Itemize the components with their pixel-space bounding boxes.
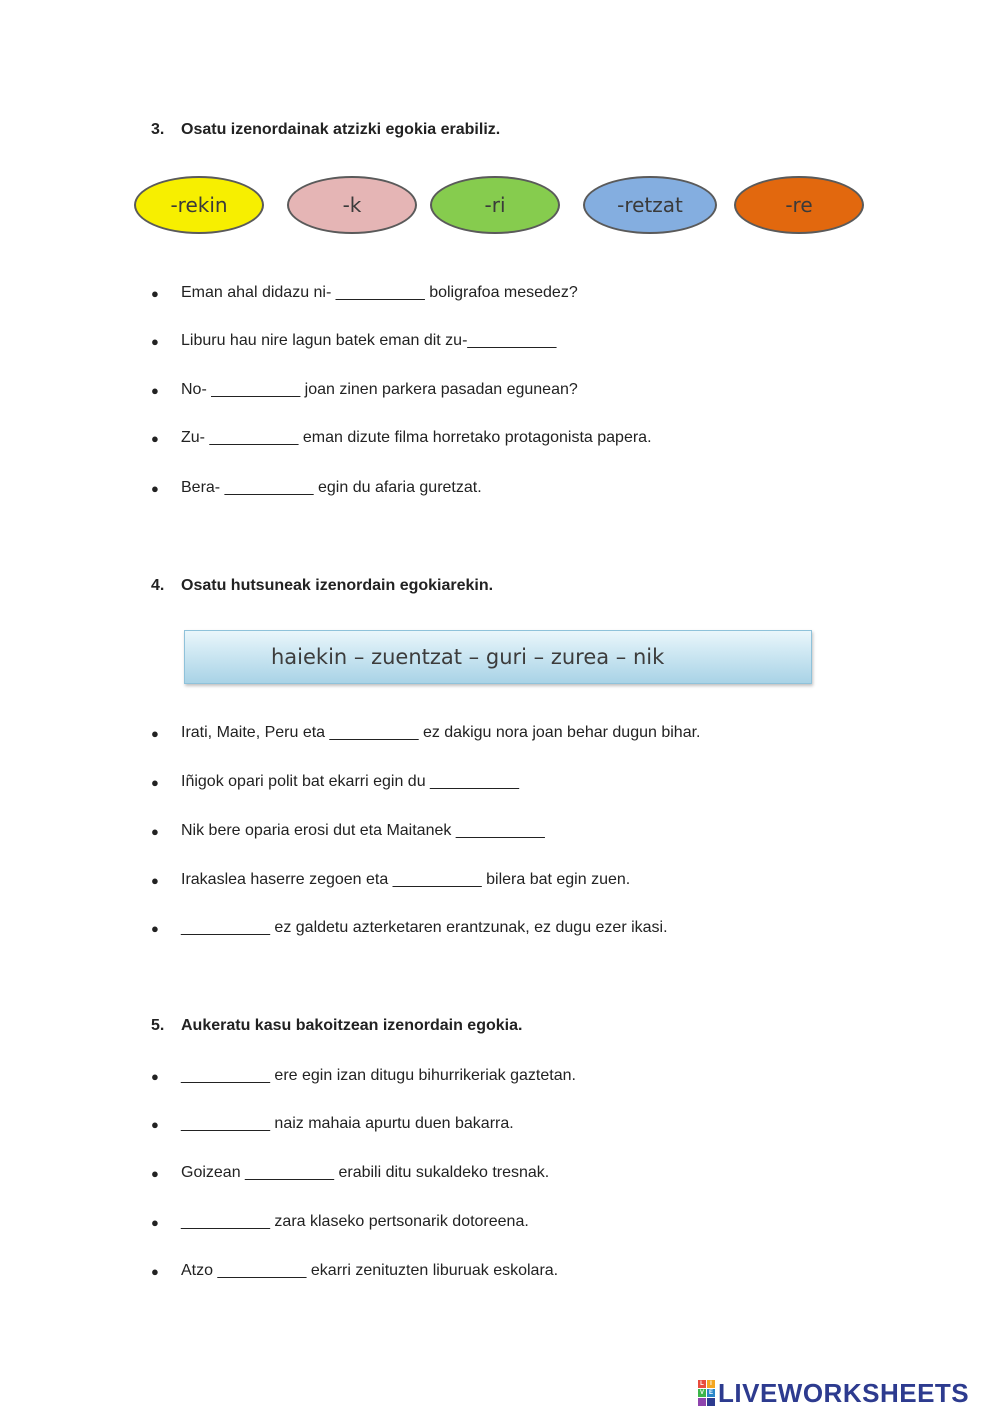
- list-item: ● Atzo __________ ekarri zenituzten liburuak eskolara.: [151, 1262, 559, 1279]
- bullet: ●: [151, 285, 159, 301]
- logo-mark-cell: I: [707, 1380, 715, 1388]
- list-item: ● __________ ere egin izan ditugu bihurrikeriak gaztetan.: [151, 1067, 576, 1084]
- suffix-option-re[interactable]: -re: [734, 176, 864, 234]
- bullet: ●: [151, 430, 159, 446]
- logo-mark-icon: [698, 1380, 715, 1406]
- list-item: ● Iñigok opari polit bat ekarri egin du __________: [151, 773, 520, 790]
- suffix-options: [134, 176, 874, 238]
- list-item: ● Nik bere oparia erosi dut eta Maitanek __________: [151, 822, 545, 839]
- logo-mark-cell: [707, 1398, 715, 1406]
- logo-mark-cell: E: [708, 1390, 713, 1396]
- bullet: ●: [151, 725, 159, 741]
- list-item: ● Irati, Maite, Peru eta __________ ez dakigu nora joan behar dugun bihar.: [151, 724, 701, 741]
- section-3-title: 3. Osatu izenordainak atzizki egokia erabiliz.: [151, 121, 501, 138]
- logo-mark-cell: V: [699, 1390, 704, 1396]
- bullet: ●: [151, 333, 159, 349]
- section-5-title: 5. Aukeratu kasu bakoitzean izenordain egokia.: [151, 1017, 523, 1034]
- bullet: ●: [151, 1068, 159, 1084]
- bullet: ●: [151, 1263, 159, 1279]
- list-item: ● Goizean __________ erabili ditu sukaldeko tresnak.: [151, 1164, 550, 1181]
- bullet: ●: [151, 1214, 159, 1230]
- list-item: ● __________ ez galdetu azterketaren erantzunak, ez dugu ezer ikasi.: [151, 919, 668, 936]
- section-4-title: 4. Osatu hutsuneak izenordain egokiarekin.: [151, 577, 494, 594]
- list-item: ● __________ zara klaseko pertsonarik dotoreena.: [151, 1213, 529, 1230]
- list-item: ● Irakaslea haserre zegoen eta __________ bilera bat egin zuen.: [151, 871, 631, 888]
- logo-mark-cell: L: [698, 1380, 706, 1388]
- bullet: ●: [151, 382, 159, 398]
- logo-mark-cell: [698, 1398, 706, 1406]
- list-item: ● No- __________ joan zinen parkera pasadan egunean?: [151, 381, 578, 398]
- suffix-option-ri[interactable]: -ri: [430, 176, 560, 234]
- list-item: ● Bera- __________ egin du afaria guretzat.: [151, 479, 482, 496]
- suffix-option-retzat[interactable]: -retzat: [583, 176, 717, 234]
- suffix-option-rekin[interactable]: -rekin: [134, 176, 264, 234]
- bullet: ●: [151, 1116, 159, 1132]
- word-bank: haiekin – zuentzat – guri – zurea – nik: [184, 630, 812, 684]
- bullet: ●: [151, 872, 159, 888]
- suffix-option-k[interactable]: -k: [287, 176, 417, 234]
- bullet: ●: [151, 774, 159, 790]
- list-item: ● Liburu hau nire lagun batek eman dit zu-__________: [151, 332, 557, 349]
- bullet: ●: [151, 480, 159, 496]
- liveworksheets-logo[interactable]: [698, 1378, 969, 1408]
- logo-text: LIVEWORKSHEETS: [718, 1377, 970, 1408]
- list-item: ● __________ naiz mahaia apurtu duen bakarra.: [151, 1115, 514, 1132]
- list-item: ● Zu- __________ eman dizute filma horretako protagonista papera.: [151, 429, 652, 446]
- bullet: ●: [151, 920, 159, 936]
- bullet: ●: [151, 823, 159, 839]
- list-item: ● Eman ahal didazu ni- __________ boligrafoa mesedez?: [151, 284, 578, 301]
- bullet: ●: [151, 1165, 159, 1181]
